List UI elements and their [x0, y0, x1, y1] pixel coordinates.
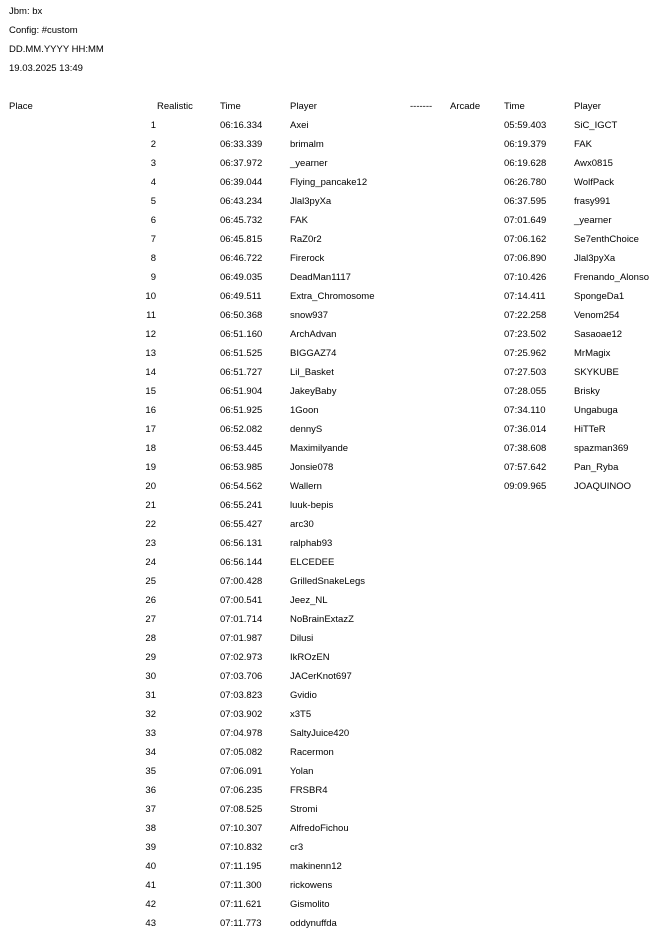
realistic-time-cell: 07:04.978: [220, 728, 263, 739]
place-cell: 6: [150, 215, 156, 226]
realistic-player-cell: 1Goon: [290, 405, 319, 416]
table-row: [0, 367, 666, 386]
arcade-player-cell: Jlal3pyXa: [574, 253, 616, 264]
arcade-time-cell: 07:25.962: [504, 348, 547, 359]
realistic-player-cell: ralphab93: [290, 538, 333, 549]
place-cell: 4: [150, 177, 156, 188]
arcade-time-cell: 07:57.642: [504, 462, 547, 473]
arcade-player-cell: _yearner: [574, 215, 612, 226]
table-row: [0, 139, 666, 158]
realistic-time-cell: 07:06.235: [220, 785, 263, 796]
place-cell: 30: [145, 671, 156, 682]
realistic-player-cell: Flying_pancake12: [290, 177, 368, 188]
realistic-time-cell: 06:56.131: [220, 538, 263, 549]
arcade-time-cell: 07:38.608: [504, 443, 547, 454]
realistic-player-cell: AlfredoFichou: [290, 823, 349, 834]
place-cell: 26: [145, 595, 156, 606]
arcade-player-cell: SpongeDa1: [574, 291, 625, 302]
realistic-time-cell: 06:33.339: [220, 139, 263, 150]
arcade-time-cell: 07:36.014: [504, 424, 547, 435]
arcade-player-cell: SKYKUBE: [574, 367, 619, 378]
arcade-player-cell: HiTTeR: [574, 424, 606, 435]
place-cell: 20: [145, 481, 156, 492]
table-row: [0, 766, 666, 785]
realistic-player-cell: dennyS: [290, 424, 323, 435]
table-row: [0, 405, 666, 424]
table-row: [0, 215, 666, 234]
table-row: [0, 462, 666, 481]
realistic-player-cell: FAK: [290, 215, 308, 226]
realistic-time-cell: 06:51.525: [220, 348, 263, 359]
place-cell: 18: [145, 443, 156, 454]
arcade-player-cell: Se7enthChoice: [574, 234, 639, 245]
place-cell: 31: [145, 690, 156, 701]
header-place: Place: [9, 101, 33, 112]
place-cell: 9: [150, 272, 156, 283]
place-cell: 15: [145, 386, 156, 397]
realistic-time-cell: 06:55.241: [220, 500, 263, 511]
place-cell: 16: [145, 405, 156, 416]
realistic-time-cell: 06:55.427: [220, 519, 263, 530]
realistic-player-cell: rickowens: [290, 880, 333, 891]
arcade-time-cell: 07:22.258: [504, 310, 547, 321]
realistic-time-cell: 06:46.722: [220, 253, 263, 264]
table-row: [0, 614, 666, 633]
place-cell: 17: [145, 424, 156, 435]
table-row: [0, 386, 666, 405]
header-arcade: Arcade: [450, 101, 481, 112]
arcade-time-cell: 07:23.502: [504, 329, 547, 340]
realistic-player-cell: Dilusi: [290, 633, 314, 644]
realistic-time-cell: 07:03.706: [220, 671, 263, 682]
place-cell: 33: [145, 728, 156, 739]
realistic-player-cell: BIGGAZ74: [290, 348, 337, 359]
header-realistic-time: Time: [220, 101, 241, 112]
table-row: [0, 690, 666, 709]
realistic-time-cell: 06:51.925: [220, 405, 263, 416]
realistic-time-cell: 06:49.035: [220, 272, 263, 283]
arcade-time-cell: 06:19.628: [504, 158, 547, 169]
arcade-time-cell: 07:06.890: [504, 253, 547, 264]
table-row: [0, 785, 666, 804]
place-cell: 19: [145, 462, 156, 473]
arcade-player-cell: Ungabuga: [574, 405, 618, 416]
arcade-time-cell: 07:27.503: [504, 367, 547, 378]
header-realistic: Realistic: [157, 101, 193, 112]
arcade-player-cell: Pan_Ryba: [574, 462, 619, 473]
arcade-time-cell: 07:28.055: [504, 386, 547, 397]
table-row: [0, 918, 666, 937]
arcade-time-cell: 06:37.595: [504, 196, 547, 207]
arcade-time-cell: 06:19.379: [504, 139, 547, 150]
realistic-player-cell: Jlal3pyXa: [290, 196, 332, 207]
place-cell: 23: [145, 538, 156, 549]
realistic-player-cell: Lil_Basket: [290, 367, 334, 378]
table-row: [0, 538, 666, 557]
realistic-player-cell: JACerKnot697: [290, 671, 352, 682]
table-row: [0, 728, 666, 747]
arcade-time-cell: 07:06.162: [504, 234, 547, 245]
realistic-player-cell: Maximilyande: [290, 443, 349, 454]
realistic-player-cell: Gismolito: [290, 899, 330, 910]
place-cell: 13: [145, 348, 156, 359]
realistic-time-cell: 06:43.234: [220, 196, 263, 207]
place-cell: 40: [145, 861, 156, 872]
realistic-player-cell: JakeyBaby: [290, 386, 337, 397]
realistic-player-cell: GrilledSnakeLegs: [290, 576, 365, 587]
place-cell: 28: [145, 633, 156, 644]
realistic-player-cell: ArchAdvan: [290, 329, 337, 340]
arcade-player-cell: Venom254: [574, 310, 620, 321]
realistic-player-cell: Jonsie078: [290, 462, 334, 473]
realistic-time-cell: 07:11.300: [220, 880, 262, 891]
place-cell: 2: [150, 139, 156, 150]
place-cell: 27: [145, 614, 156, 625]
place-cell: 14: [145, 367, 156, 378]
arcade-player-cell: frasy991: [574, 196, 611, 207]
arcade-time-cell: 07:14.411: [504, 291, 546, 302]
arcade-time-cell: 07:34.110: [504, 405, 546, 416]
realistic-player-cell: arc30: [290, 519, 314, 530]
realistic-time-cell: 06:37.972: [220, 158, 263, 169]
realistic-player-cell: Jeez_NL: [290, 595, 328, 606]
realistic-player-cell: oddynuffda: [290, 918, 337, 929]
arcade-time-cell: 07:10.426: [504, 272, 547, 283]
realistic-time-cell: 07:05.082: [220, 747, 263, 758]
realistic-player-cell: brimalm: [290, 139, 324, 150]
place-cell: 29: [145, 652, 156, 663]
table-row: [0, 576, 666, 595]
realistic-time-cell: 06:51.160: [220, 329, 263, 340]
arcade-player-cell: spazman369: [574, 443, 629, 454]
realistic-time-cell: 07:11.621: [220, 899, 262, 910]
realistic-time-cell: 07:03.823: [220, 690, 263, 701]
realistic-player-cell: snow937: [290, 310, 329, 321]
place-cell: 12: [145, 329, 156, 340]
table-row: [0, 671, 666, 690]
table-row: [0, 348, 666, 367]
place-cell: 5: [150, 196, 156, 207]
place-cell: 43: [145, 918, 156, 929]
table-row: [0, 709, 666, 728]
realistic-player-cell: RaZ0r2: [290, 234, 322, 245]
table-row: [0, 120, 666, 139]
header-arcade-time: Time: [504, 101, 525, 112]
realistic-player-cell: DeadMan1117: [290, 272, 351, 283]
table-row: [0, 500, 666, 519]
place-cell: 8: [150, 253, 156, 264]
arcade-player-cell: MrMagix: [574, 348, 611, 359]
table-row: [0, 633, 666, 652]
realistic-player-cell: Firerock: [290, 253, 325, 264]
table-row: [0, 861, 666, 880]
header-arcade-player: Player: [574, 101, 601, 112]
realistic-time-cell: 06:49.511: [220, 291, 262, 302]
arcade-time-cell: 09:09.965: [504, 481, 547, 492]
table-row: [0, 557, 666, 576]
table-row: [0, 272, 666, 291]
date-value-label: 19.03.2025 13:49: [9, 63, 83, 74]
realistic-time-cell: 07:02.973: [220, 652, 263, 663]
table-row: [0, 329, 666, 348]
realistic-time-cell: 07:10.832: [220, 842, 263, 853]
table-row: [0, 804, 666, 823]
jbm-label: Jbm: bx: [9, 6, 43, 17]
realistic-time-cell: 07:00.428: [220, 576, 263, 587]
realistic-time-cell: 07:10.307: [220, 823, 263, 834]
table-row: [0, 310, 666, 329]
arcade-player-cell: Frenando_Alonso: [574, 272, 649, 283]
place-cell: 25: [145, 576, 156, 587]
realistic-time-cell: 06:56.144: [220, 557, 263, 568]
realistic-player-cell: luuk-bepis: [290, 500, 334, 511]
arcade-time-cell: 06:26.780: [504, 177, 547, 188]
realistic-time-cell: 07:11.773: [220, 918, 262, 929]
table-row: [0, 158, 666, 177]
realistic-player-cell: x3T5: [290, 709, 312, 720]
realistic-time-cell: 06:45.815: [220, 234, 263, 245]
place-cell: 21: [145, 500, 156, 511]
realistic-player-cell: Racermon: [290, 747, 334, 758]
place-cell: 10: [145, 291, 156, 302]
place-cell: 7: [150, 234, 156, 245]
realistic-player-cell: makinenn12: [290, 861, 342, 872]
realistic-time-cell: 07:11.195: [220, 861, 262, 872]
realistic-time-cell: 06:51.904: [220, 386, 263, 397]
table-row: [0, 443, 666, 462]
realistic-player-cell: SaltyJuice420: [290, 728, 350, 739]
place-cell: 3: [150, 158, 156, 169]
table-row: [0, 899, 666, 918]
arcade-player-cell: Brisky: [574, 386, 600, 397]
place-cell: 41: [145, 880, 156, 891]
config-label: Config: #custom: [9, 25, 78, 36]
realistic-time-cell: 06:16.334: [220, 120, 263, 131]
table-row: [0, 747, 666, 766]
place-cell: 38: [145, 823, 156, 834]
place-cell: 42: [145, 899, 156, 910]
header-realistic-player: Player: [290, 101, 317, 112]
table-row: [0, 177, 666, 196]
realistic-player-cell: Stromi: [290, 804, 318, 815]
realistic-player-cell: FRSBR4: [290, 785, 328, 796]
place-cell: 24: [145, 557, 156, 568]
realistic-time-cell: 07:08.525: [220, 804, 263, 815]
table-row: [0, 196, 666, 215]
arcade-player-cell: JOAQUINOO: [574, 481, 632, 492]
realistic-time-cell: 06:53.445: [220, 443, 263, 454]
realistic-player-cell: Gvidio: [290, 690, 317, 701]
realistic-player-cell: NoBrainExtazZ: [290, 614, 354, 625]
arcade-player-cell: Awx0815: [574, 158, 613, 169]
table-row: [0, 424, 666, 443]
realistic-player-cell: Wallern: [290, 481, 322, 492]
table-row: [0, 253, 666, 272]
place-cell: 34: [145, 747, 156, 758]
realistic-time-cell: 06:39.044: [220, 177, 263, 188]
realistic-player-cell: ELCEDEE: [290, 557, 335, 568]
realistic-time-cell: 06:54.562: [220, 481, 263, 492]
realistic-time-cell: 07:00.541: [220, 595, 263, 606]
table-row: [0, 481, 666, 500]
table-row: [0, 519, 666, 538]
arcade-time-cell: 05:59.403: [504, 120, 547, 131]
realistic-player-cell: _yearner: [290, 158, 328, 169]
realistic-time-cell: 07:03.902: [220, 709, 263, 720]
arcade-player-cell: Sasaoae12: [574, 329, 623, 340]
place-cell: 32: [145, 709, 156, 720]
place-cell: 11: [146, 310, 156, 321]
place-cell: 1: [150, 120, 156, 131]
table-row: [0, 234, 666, 253]
header-separator: -------: [410, 101, 433, 112]
table-row: [0, 823, 666, 842]
realistic-player-cell: Axei: [290, 120, 309, 131]
realistic-player-cell: cr3: [290, 842, 304, 853]
realistic-time-cell: 06:45.732: [220, 215, 263, 226]
realistic-time-cell: 07:01.987: [220, 633, 263, 644]
place-cell: 35: [145, 766, 156, 777]
realistic-time-cell: 06:52.082: [220, 424, 263, 435]
table-row: [0, 880, 666, 899]
arcade-player-cell: WolfPack: [574, 177, 614, 188]
place-cell: 22: [145, 519, 156, 530]
realistic-player-cell: IkROzEN: [290, 652, 330, 663]
realistic-time-cell: 06:51.727: [220, 367, 263, 378]
table-row: [0, 842, 666, 861]
date-format-label: DD.MM.YYYY HH:MM: [9, 44, 104, 55]
realistic-time-cell: 06:53.985: [220, 462, 263, 473]
table-row: [0, 652, 666, 671]
realistic-time-cell: 06:50.368: [220, 310, 263, 321]
arcade-time-cell: 07:01.649: [504, 215, 547, 226]
arcade-player-cell: SiC_IGCT: [574, 120, 618, 131]
place-cell: 36: [145, 785, 156, 796]
arcade-player-cell: FAK: [574, 139, 592, 150]
place-cell: 37: [145, 804, 156, 815]
realistic-player-cell: Yolan: [290, 766, 314, 777]
realistic-player-cell: Extra_Chromosome: [290, 291, 375, 302]
table-row: [0, 291, 666, 310]
realistic-time-cell: 07:06.091: [220, 766, 263, 777]
table-row: [0, 595, 666, 614]
place-cell: 39: [145, 842, 156, 853]
realistic-time-cell: 07:01.714: [220, 614, 263, 625]
